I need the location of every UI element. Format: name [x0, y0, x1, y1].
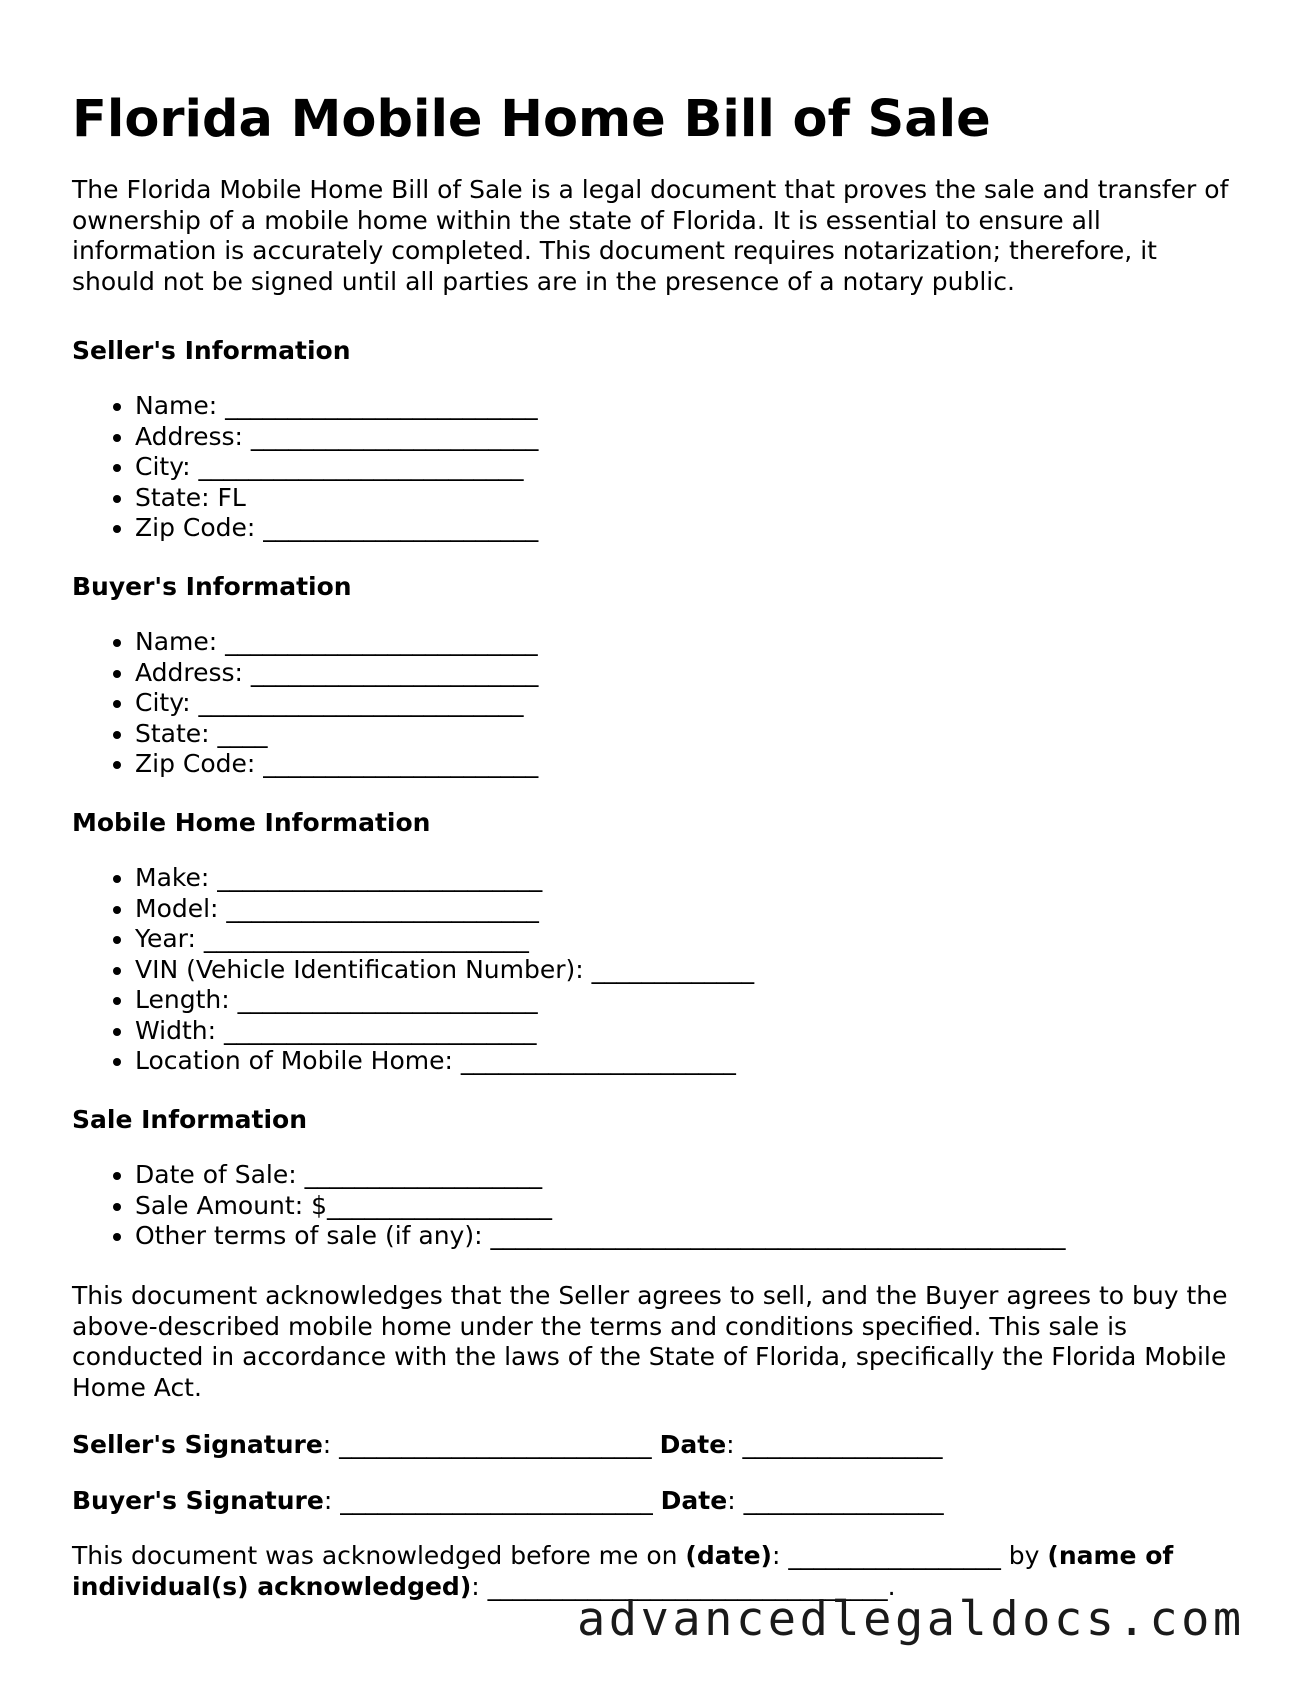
seller-name-field[interactable]: • Name: _________________________ — [135, 391, 538, 422]
home-year-field[interactable]: • Year: __________________________ — [135, 924, 754, 955]
home-vin-field[interactable]: • VIN (Vehicle Identification Number): _____________ — [135, 955, 754, 986]
intro-paragraph: The Florida Mobile Home Bill of Sale is a legal document that proves the sale and transfer of ownership of a mobile home within the state of Florida. It is essential to ensure all information is accurately completed. This document requires notarization; therefore, it should not be signed until all parties are in the presence of a notary public. — [72, 175, 1229, 296]
notary-date-blank[interactable]: : _________________ by — [771, 1541, 1048, 1570]
notary-name-label: (name of individual(s) acknowledged) — [72, 1541, 1174, 1601]
seller-address-field[interactable]: • Address: _______________________ — [135, 422, 538, 453]
acknowledgment-paragraph: This document acknowledges that the Seller agrees to sell, and the Buyer agrees to buy the above-described mobile home under the terms and conditions specified. This sale is conducted in accordance with the laws of the State of Florida, specifically the Florida Mobile Home Act. — [72, 1281, 1228, 1402]
buyer-name-field[interactable]: • Name: _________________________ — [135, 627, 538, 658]
page-title: Florida Mobile Home Bill of Sale — [72, 90, 991, 149]
buyer-date-label: Date — [660, 1486, 728, 1515]
home-list — [72, 863, 754, 1077]
buyer-signature-blank[interactable]: : _________________________ — [323, 1486, 661, 1515]
seller-signature-label: Seller's Signature — [72, 1430, 323, 1459]
sale-terms-field[interactable]: • Other terms of sale (if any): ______________________________________________ — [135, 1221, 1065, 1252]
buyer-signature-label: Buyer's Signature — [72, 1486, 324, 1515]
seller-state-field: • State: FL — [135, 483, 538, 514]
sale-heading: Sale Information — [72, 1105, 307, 1134]
seller-list — [72, 391, 538, 544]
seller-signature-blank[interactable]: : _________________________ — [322, 1430, 660, 1459]
buyer-signature-line[interactable] — [72, 1486, 944, 1516]
home-length-field[interactable]: • Length: ________________________ — [135, 985, 754, 1016]
buyer-city-field[interactable]: • City: __________________________ — [135, 688, 538, 719]
buyer-date-blank[interactable]: : ________________ — [727, 1486, 944, 1515]
buyer-zip-field[interactable]: • Zip Code: ______________________ — [135, 749, 538, 780]
buyer-state-field[interactable]: • State: ____ — [135, 719, 538, 750]
buyer-heading: Buyer's Information — [72, 572, 352, 601]
seller-city-field[interactable]: • City: __________________________ — [135, 452, 538, 483]
home-make-field[interactable]: • Make: __________________________ — [135, 863, 754, 894]
notary-text-1: This document was acknowledged before me on — [72, 1541, 686, 1570]
notary-name-blank[interactable]: : ________________________________. — [471, 1571, 896, 1601]
notary-date-label: (date) — [685, 1541, 772, 1570]
buyer-address-field[interactable]: • Address: _______________________ — [135, 658, 538, 689]
buyer-list — [72, 627, 538, 780]
seller-zip-field[interactable]: • Zip Code: ______________________ — [135, 513, 538, 544]
sale-amount-field[interactable]: • Sale Amount: $__________________ — [135, 1191, 1065, 1222]
sale-date-field[interactable]: • Date of Sale: ___________________ — [135, 1160, 1065, 1191]
seller-date-label: Date — [659, 1430, 727, 1459]
home-model-field[interactable]: • Model: _________________________ — [135, 894, 754, 925]
seller-date-blank[interactable]: : ________________ — [726, 1430, 943, 1459]
home-heading: Mobile Home Information — [72, 808, 431, 837]
watermark: advancedlegaldocs.com — [577, 1592, 1245, 1647]
home-location-field[interactable]: • Location of Mobile Home: ______________________ — [135, 1046, 754, 1077]
home-width-field[interactable]: • Width: _________________________ — [135, 1016, 754, 1047]
seller-heading: Seller's Information — [72, 336, 351, 365]
sale-list — [72, 1160, 1065, 1252]
seller-signature-line[interactable] — [72, 1430, 943, 1460]
